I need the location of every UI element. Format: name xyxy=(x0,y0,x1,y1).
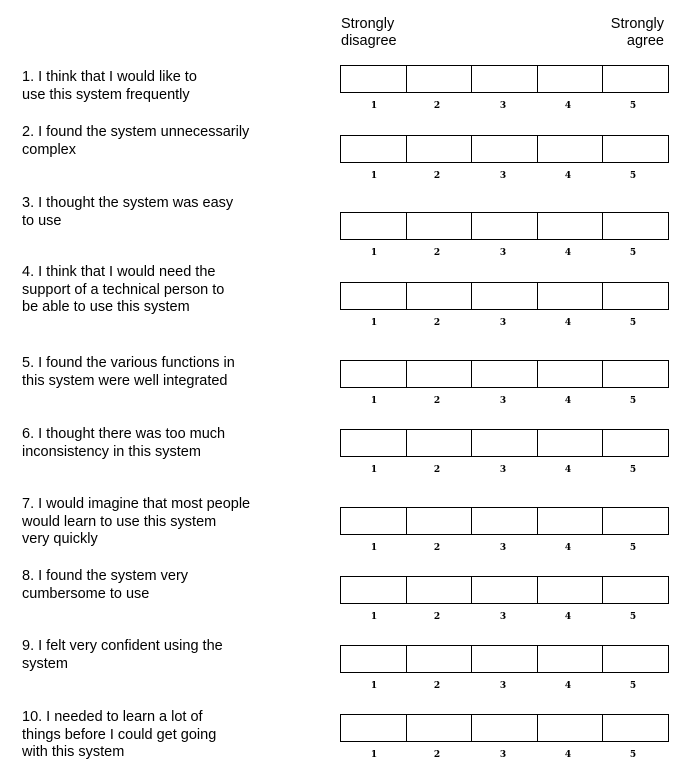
rating-box-5[interactable] xyxy=(603,213,668,239)
rating-box-1[interactable] xyxy=(341,508,407,534)
scale-number-4: 4 xyxy=(564,681,572,691)
scale-number-3: 3 xyxy=(499,248,507,258)
rating-scale xyxy=(340,212,669,240)
rating-box-3[interactable] xyxy=(472,283,538,309)
scale-number-5: 5 xyxy=(629,101,637,111)
rating-box-5[interactable] xyxy=(603,715,668,741)
rating-scale xyxy=(340,429,669,457)
scale-numbers xyxy=(340,170,669,182)
scale-number-1: 1 xyxy=(370,248,378,258)
rating-box-1[interactable] xyxy=(341,136,407,162)
scale-number-2: 2 xyxy=(433,248,441,258)
scale-number-4: 4 xyxy=(564,171,572,181)
question-text: 10. I needed to learn a lot of things before I could get going with this system xyxy=(22,709,217,760)
question-text: 3. I thought the system was easy to use xyxy=(22,195,234,229)
question-text: 7. I would imagine that most people would learn to use this system very quickly xyxy=(22,496,251,547)
scale-numbers xyxy=(340,611,669,623)
scale-number-1: 1 xyxy=(370,101,378,111)
scale-numbers xyxy=(340,100,669,112)
rating-scale xyxy=(340,360,669,388)
rating-scale xyxy=(340,714,669,742)
scale-number-5: 5 xyxy=(629,248,637,258)
question-text: 5. I found the various functions in this system were well integrated xyxy=(22,355,235,389)
scale-number-1: 1 xyxy=(370,396,378,406)
scale-number-5: 5 xyxy=(629,612,637,622)
scale-number-3: 3 xyxy=(499,612,507,622)
rating-box-1[interactable] xyxy=(341,283,407,309)
rating-box-4[interactable] xyxy=(538,430,604,456)
rating-box-3[interactable] xyxy=(472,577,538,603)
scale-number-1: 1 xyxy=(370,171,378,181)
rating-box-4[interactable] xyxy=(538,213,604,239)
scale-number-1: 1 xyxy=(370,465,378,475)
rating-box-2[interactable] xyxy=(407,430,473,456)
scale-number-4: 4 xyxy=(564,101,572,111)
rating-box-2[interactable] xyxy=(407,508,473,534)
scale-number-5: 5 xyxy=(629,396,637,406)
scale-numbers xyxy=(340,247,669,259)
rating-box-2[interactable] xyxy=(407,213,473,239)
scale-number-5: 5 xyxy=(629,750,637,760)
rating-box-1[interactable] xyxy=(341,66,407,92)
scale-number-5: 5 xyxy=(629,318,637,328)
scale-numbers xyxy=(340,749,669,761)
rating-box-3[interactable] xyxy=(472,361,538,387)
rating-box-1[interactable] xyxy=(341,430,407,456)
strongly-disagree-label: Strongly disagree xyxy=(341,16,397,49)
scale-number-2: 2 xyxy=(433,101,441,111)
rating-box-5[interactable] xyxy=(603,430,668,456)
scale-number-5: 5 xyxy=(629,171,637,181)
rating-box-4[interactable] xyxy=(538,508,604,534)
scale-number-4: 4 xyxy=(564,396,572,406)
rating-box-3[interactable] xyxy=(472,508,538,534)
question-text: 1. I think that I would like to use this system frequently xyxy=(22,69,197,103)
rating-box-2[interactable] xyxy=(407,646,473,672)
scale-numbers xyxy=(340,542,669,554)
rating-box-2[interactable] xyxy=(407,136,473,162)
rating-box-2[interactable] xyxy=(407,361,473,387)
scale-number-5: 5 xyxy=(629,465,637,475)
rating-box-3[interactable] xyxy=(472,66,538,92)
rating-box-5[interactable] xyxy=(603,66,668,92)
scale-number-1: 1 xyxy=(370,318,378,328)
scale-number-5: 5 xyxy=(629,543,637,553)
scale-number-1: 1 xyxy=(370,681,378,691)
rating-box-1[interactable] xyxy=(341,213,407,239)
rating-box-2[interactable] xyxy=(407,66,473,92)
scale-number-4: 4 xyxy=(564,543,572,553)
rating-box-2[interactable] xyxy=(407,577,473,603)
question-text: 8. I found the system very cumbersome to use xyxy=(22,568,189,602)
scale-number-4: 4 xyxy=(564,248,572,258)
scale-number-2: 2 xyxy=(433,171,441,181)
rating-box-5[interactable] xyxy=(603,577,668,603)
rating-box-3[interactable] xyxy=(472,213,538,239)
rating-box-4[interactable] xyxy=(538,136,604,162)
scale-number-2: 2 xyxy=(433,396,441,406)
scale-number-3: 3 xyxy=(499,396,507,406)
rating-scale xyxy=(340,282,669,310)
scale-number-2: 2 xyxy=(433,612,441,622)
rating-box-1[interactable] xyxy=(341,646,407,672)
scale-number-3: 3 xyxy=(499,318,507,328)
scale-number-2: 2 xyxy=(433,318,441,328)
rating-box-5[interactable] xyxy=(603,136,668,162)
rating-box-3[interactable] xyxy=(472,646,538,672)
rating-box-1[interactable] xyxy=(341,361,407,387)
rating-box-3[interactable] xyxy=(472,430,538,456)
scale-numbers xyxy=(340,317,669,329)
scale-number-2: 2 xyxy=(433,543,441,553)
rating-box-4[interactable] xyxy=(538,577,604,603)
scale-number-3: 3 xyxy=(499,101,507,111)
rating-box-2[interactable] xyxy=(407,283,473,309)
rating-box-4[interactable] xyxy=(538,361,604,387)
scale-number-4: 4 xyxy=(564,750,572,760)
rating-box-2[interactable] xyxy=(407,715,473,741)
rating-scale xyxy=(340,135,669,163)
scale-number-3: 3 xyxy=(499,465,507,475)
question-text: 4. I think that I would need the support of a technical person to be able to use this system xyxy=(22,264,225,315)
scale-number-3: 3 xyxy=(499,750,507,760)
scale-number-3: 3 xyxy=(499,681,507,691)
scale-number-2: 2 xyxy=(433,465,441,475)
rating-box-5[interactable] xyxy=(603,646,668,672)
scale-number-4: 4 xyxy=(564,612,572,622)
scale-number-1: 1 xyxy=(370,543,378,553)
scale-numbers xyxy=(340,395,669,407)
rating-box-4[interactable] xyxy=(538,283,604,309)
question-text: 9. I felt very confident using the system xyxy=(22,638,223,672)
scale-numbers xyxy=(340,464,669,476)
rating-box-1[interactable] xyxy=(341,715,407,741)
scale-number-1: 1 xyxy=(370,750,378,760)
scale-number-3: 3 xyxy=(499,543,507,553)
scale-number-3: 3 xyxy=(499,171,507,181)
rating-box-4[interactable] xyxy=(538,715,604,741)
question-text: 6. I thought there was too much inconsistency in this system xyxy=(22,426,226,460)
scale-number-2: 2 xyxy=(433,750,441,760)
scale-number-1: 1 xyxy=(370,612,378,622)
scale-number-5: 5 xyxy=(629,681,637,691)
rating-scale xyxy=(340,65,669,93)
scale-number-4: 4 xyxy=(564,465,572,475)
rating-box-5[interactable] xyxy=(603,361,668,387)
rating-box-4[interactable] xyxy=(538,66,604,92)
question-text: 2. I found the system unnecessarily complex xyxy=(22,124,250,158)
rating-scale xyxy=(340,645,669,673)
scale-number-2: 2 xyxy=(433,681,441,691)
scale-number-4: 4 xyxy=(564,318,572,328)
strongly-agree-label: Strongly agree xyxy=(610,16,664,49)
rating-box-3[interactable] xyxy=(472,136,538,162)
rating-scale xyxy=(340,507,669,535)
rating-box-1[interactable] xyxy=(341,577,407,603)
rating-box-5[interactable] xyxy=(603,283,668,309)
rating-box-4[interactable] xyxy=(538,646,604,672)
rating-box-5[interactable] xyxy=(603,508,668,534)
rating-scale xyxy=(340,576,669,604)
rating-box-3[interactable] xyxy=(472,715,538,741)
scale-numbers xyxy=(340,680,669,692)
